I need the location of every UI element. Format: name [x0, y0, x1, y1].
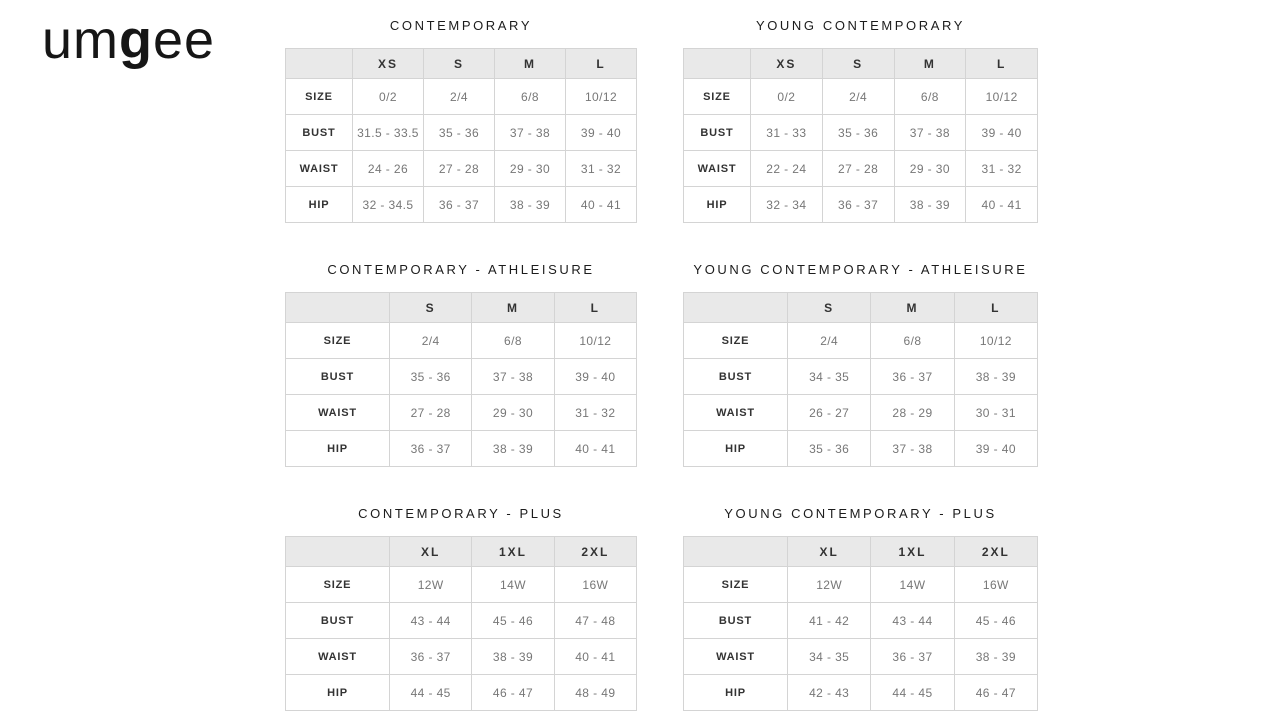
value-cell: 31 - 32: [566, 151, 637, 187]
table-block-contemporary-athleisure: [285, 263, 637, 467]
row-label: HIP: [684, 675, 788, 711]
header-corner-cell: [286, 49, 353, 79]
value-cell: 0/2: [751, 79, 823, 115]
table-row: [684, 395, 1038, 431]
table-row: [684, 187, 1038, 223]
header-cell: XS: [353, 49, 424, 79]
value-cell: 35 - 36: [822, 115, 894, 151]
value-cell: 26 - 27: [788, 395, 871, 431]
value-cell: 34 - 35: [788, 639, 871, 675]
value-cell: 2/4: [822, 79, 894, 115]
value-cell: 38 - 39: [495, 187, 566, 223]
value-cell: 37 - 38: [871, 431, 954, 467]
value-cell: 14W: [472, 567, 554, 603]
value-cell: 16W: [954, 567, 1037, 603]
table-row: [286, 395, 637, 431]
header-cell: M: [495, 49, 566, 79]
row-label: HIP: [286, 187, 353, 223]
row-label: BUST: [684, 359, 788, 395]
table-row: [684, 79, 1038, 115]
table-header-row: [286, 49, 637, 79]
header-cell: M: [871, 293, 954, 323]
row-label: SIZE: [684, 323, 788, 359]
header-cell: S: [822, 49, 894, 79]
value-cell: 36 - 37: [390, 639, 472, 675]
row-label: WAIST: [684, 151, 751, 187]
value-cell: 14W: [871, 567, 954, 603]
row-label: BUST: [286, 603, 390, 639]
table-title-contemporary: CONTEMPORARY: [389, 18, 533, 33]
value-cell: 36 - 37: [871, 639, 954, 675]
table-row: [286, 675, 637, 711]
header-cell: S: [390, 293, 472, 323]
row-label: BUST: [684, 603, 788, 639]
value-cell: 29 - 30: [472, 395, 554, 431]
header-corner-cell: [684, 49, 751, 79]
value-cell: 29 - 30: [495, 151, 566, 187]
size-table-young-contemporary-plus: [683, 536, 1038, 711]
value-cell: 44 - 45: [871, 675, 954, 711]
value-cell: 36 - 37: [822, 187, 894, 223]
value-cell: 22 - 24: [751, 151, 823, 187]
size-table-contemporary-plus: [285, 536, 637, 711]
row-label: HIP: [286, 431, 390, 467]
value-cell: 32 - 34.5: [353, 187, 424, 223]
row-label: BUST: [286, 115, 353, 151]
value-cell: 12W: [390, 567, 472, 603]
logo-text-um: um: [42, 10, 120, 70]
table-row: [684, 567, 1038, 603]
value-cell: 29 - 30: [894, 151, 966, 187]
header-cell: 1XL: [871, 537, 954, 567]
row-label: WAIST: [684, 639, 788, 675]
value-cell: 39 - 40: [554, 359, 636, 395]
header-cell: L: [966, 49, 1038, 79]
row-label: BUST: [684, 115, 751, 151]
value-cell: 35 - 36: [788, 431, 871, 467]
row-label: WAIST: [684, 395, 788, 431]
table-header-row: [684, 49, 1038, 79]
row-label: WAIST: [286, 395, 390, 431]
value-cell: 10/12: [566, 79, 637, 115]
header-cell: XL: [390, 537, 472, 567]
table-header-row: [684, 537, 1038, 567]
logo-text-ee: ee: [153, 10, 216, 70]
row-label: SIZE: [286, 567, 390, 603]
header-cell: M: [894, 49, 966, 79]
value-cell: 45 - 46: [472, 603, 554, 639]
table-header-row: [286, 537, 637, 567]
value-cell: 27 - 28: [424, 151, 495, 187]
umgee-logo: [42, 8, 215, 72]
table-row: [684, 675, 1038, 711]
table-title-contemporary-plus: CONTEMPORARY - PLUS: [358, 506, 564, 521]
value-cell: 16W: [554, 567, 636, 603]
value-cell: 0/2: [353, 79, 424, 115]
value-cell: 43 - 44: [871, 603, 954, 639]
table-row: [286, 359, 637, 395]
header-cell: 2XL: [954, 537, 1037, 567]
table-block-young-contemporary-athleisure: [683, 263, 1038, 467]
table-row: [286, 79, 637, 115]
row-label: WAIST: [286, 639, 390, 675]
value-cell: 44 - 45: [390, 675, 472, 711]
value-cell: 40 - 41: [966, 187, 1038, 223]
size-table-contemporary: [285, 48, 637, 223]
table-title-young-contemporary: YOUNG CONTEMPORARY: [755, 18, 966, 33]
header-cell: 2XL: [554, 537, 636, 567]
table-row: [286, 323, 637, 359]
header-cell: 1XL: [472, 537, 554, 567]
row-label: HIP: [684, 187, 751, 223]
header-cell: S: [788, 293, 871, 323]
value-cell: 40 - 41: [554, 431, 636, 467]
header-cell: XS: [751, 49, 823, 79]
table-title-young-contemporary-athleisure: YOUNG CONTEMPORARY - ATHLEISURE: [693, 262, 1028, 277]
value-cell: 32 - 34: [751, 187, 823, 223]
value-cell: 10/12: [966, 79, 1038, 115]
header-cell: XL: [788, 537, 871, 567]
value-cell: 27 - 28: [390, 395, 472, 431]
table-row: [684, 639, 1038, 675]
table-title-contemporary-athleisure: CONTEMPORARY - ATHLEISURE: [327, 262, 595, 277]
value-cell: 38 - 39: [472, 431, 554, 467]
header-corner-cell: [684, 293, 788, 323]
value-cell: 31 - 32: [554, 395, 636, 431]
row-label: BUST: [286, 359, 390, 395]
size-table-contemporary-athleisure: [285, 292, 637, 467]
table-row: [684, 431, 1038, 467]
table-row: [286, 639, 637, 675]
table-header-row: [684, 293, 1038, 323]
value-cell: 37 - 38: [894, 115, 966, 151]
value-cell: 10/12: [554, 323, 636, 359]
table-block-contemporary-plus: [285, 507, 637, 711]
header-cell: S: [424, 49, 495, 79]
value-cell: 41 - 42: [788, 603, 871, 639]
table-row: [286, 115, 637, 151]
row-label: SIZE: [684, 79, 751, 115]
header-corner-cell: [684, 537, 788, 567]
value-cell: 6/8: [495, 79, 566, 115]
value-cell: 39 - 40: [566, 115, 637, 151]
table-block-contemporary: [285, 19, 637, 223]
value-cell: 31.5 - 33.5: [353, 115, 424, 151]
header-corner-cell: [286, 293, 390, 323]
value-cell: 2/4: [390, 323, 472, 359]
value-cell: 38 - 39: [954, 359, 1037, 395]
table-header-row: [286, 293, 637, 323]
value-cell: 2/4: [788, 323, 871, 359]
header-cell: L: [554, 293, 636, 323]
value-cell: 12W: [788, 567, 871, 603]
value-cell: 38 - 39: [894, 187, 966, 223]
value-cell: 35 - 36: [390, 359, 472, 395]
value-cell: 46 - 47: [472, 675, 554, 711]
value-cell: 39 - 40: [954, 431, 1037, 467]
value-cell: 30 - 31: [954, 395, 1037, 431]
value-cell: 27 - 28: [822, 151, 894, 187]
table-block-young-contemporary: [683, 19, 1038, 223]
value-cell: 47 - 48: [554, 603, 636, 639]
value-cell: 43 - 44: [390, 603, 472, 639]
row-label: WAIST: [286, 151, 353, 187]
value-cell: 34 - 35: [788, 359, 871, 395]
value-cell: 38 - 39: [472, 639, 554, 675]
table-row: [684, 359, 1038, 395]
value-cell: 39 - 40: [966, 115, 1038, 151]
table-title-young-contemporary-plus: YOUNG CONTEMPORARY - PLUS: [724, 506, 997, 521]
value-cell: 37 - 38: [472, 359, 554, 395]
value-cell: 48 - 49: [554, 675, 636, 711]
table-row: [684, 323, 1038, 359]
size-table-young-contemporary-athleisure: [683, 292, 1038, 467]
header-cell: M: [472, 293, 554, 323]
header-corner-cell: [286, 537, 390, 567]
value-cell: 35 - 36: [424, 115, 495, 151]
header-cell: L: [566, 49, 637, 79]
value-cell: 45 - 46: [954, 603, 1037, 639]
table-row: [286, 567, 637, 603]
table-block-young-contemporary-plus: [683, 507, 1038, 711]
value-cell: 31 - 32: [966, 151, 1038, 187]
size-table-young-contemporary: [683, 48, 1038, 223]
value-cell: 24 - 26: [353, 151, 424, 187]
value-cell: 28 - 29: [871, 395, 954, 431]
value-cell: 31 - 33: [751, 115, 823, 151]
value-cell: 6/8: [894, 79, 966, 115]
row-label: HIP: [684, 431, 788, 467]
row-label: SIZE: [684, 567, 788, 603]
table-row: [286, 603, 637, 639]
value-cell: 6/8: [472, 323, 554, 359]
value-cell: 36 - 37: [424, 187, 495, 223]
table-row: [684, 115, 1038, 151]
table-row: [286, 151, 637, 187]
value-cell: 36 - 37: [390, 431, 472, 467]
value-cell: 38 - 39: [954, 639, 1037, 675]
value-cell: 40 - 41: [566, 187, 637, 223]
value-cell: 46 - 47: [954, 675, 1037, 711]
value-cell: 10/12: [954, 323, 1037, 359]
value-cell: 36 - 37: [871, 359, 954, 395]
table-row: [684, 603, 1038, 639]
header-cell: L: [954, 293, 1037, 323]
value-cell: 40 - 41: [554, 639, 636, 675]
value-cell: 2/4: [424, 79, 495, 115]
table-row: [286, 187, 637, 223]
row-label: SIZE: [286, 323, 390, 359]
row-label: SIZE: [286, 79, 353, 115]
logo-text-g: g: [119, 10, 154, 70]
value-cell: 42 - 43: [788, 675, 871, 711]
table-row: [684, 151, 1038, 187]
row-label: HIP: [286, 675, 390, 711]
value-cell: 37 - 38: [495, 115, 566, 151]
value-cell: 6/8: [871, 323, 954, 359]
table-row: [286, 431, 637, 467]
